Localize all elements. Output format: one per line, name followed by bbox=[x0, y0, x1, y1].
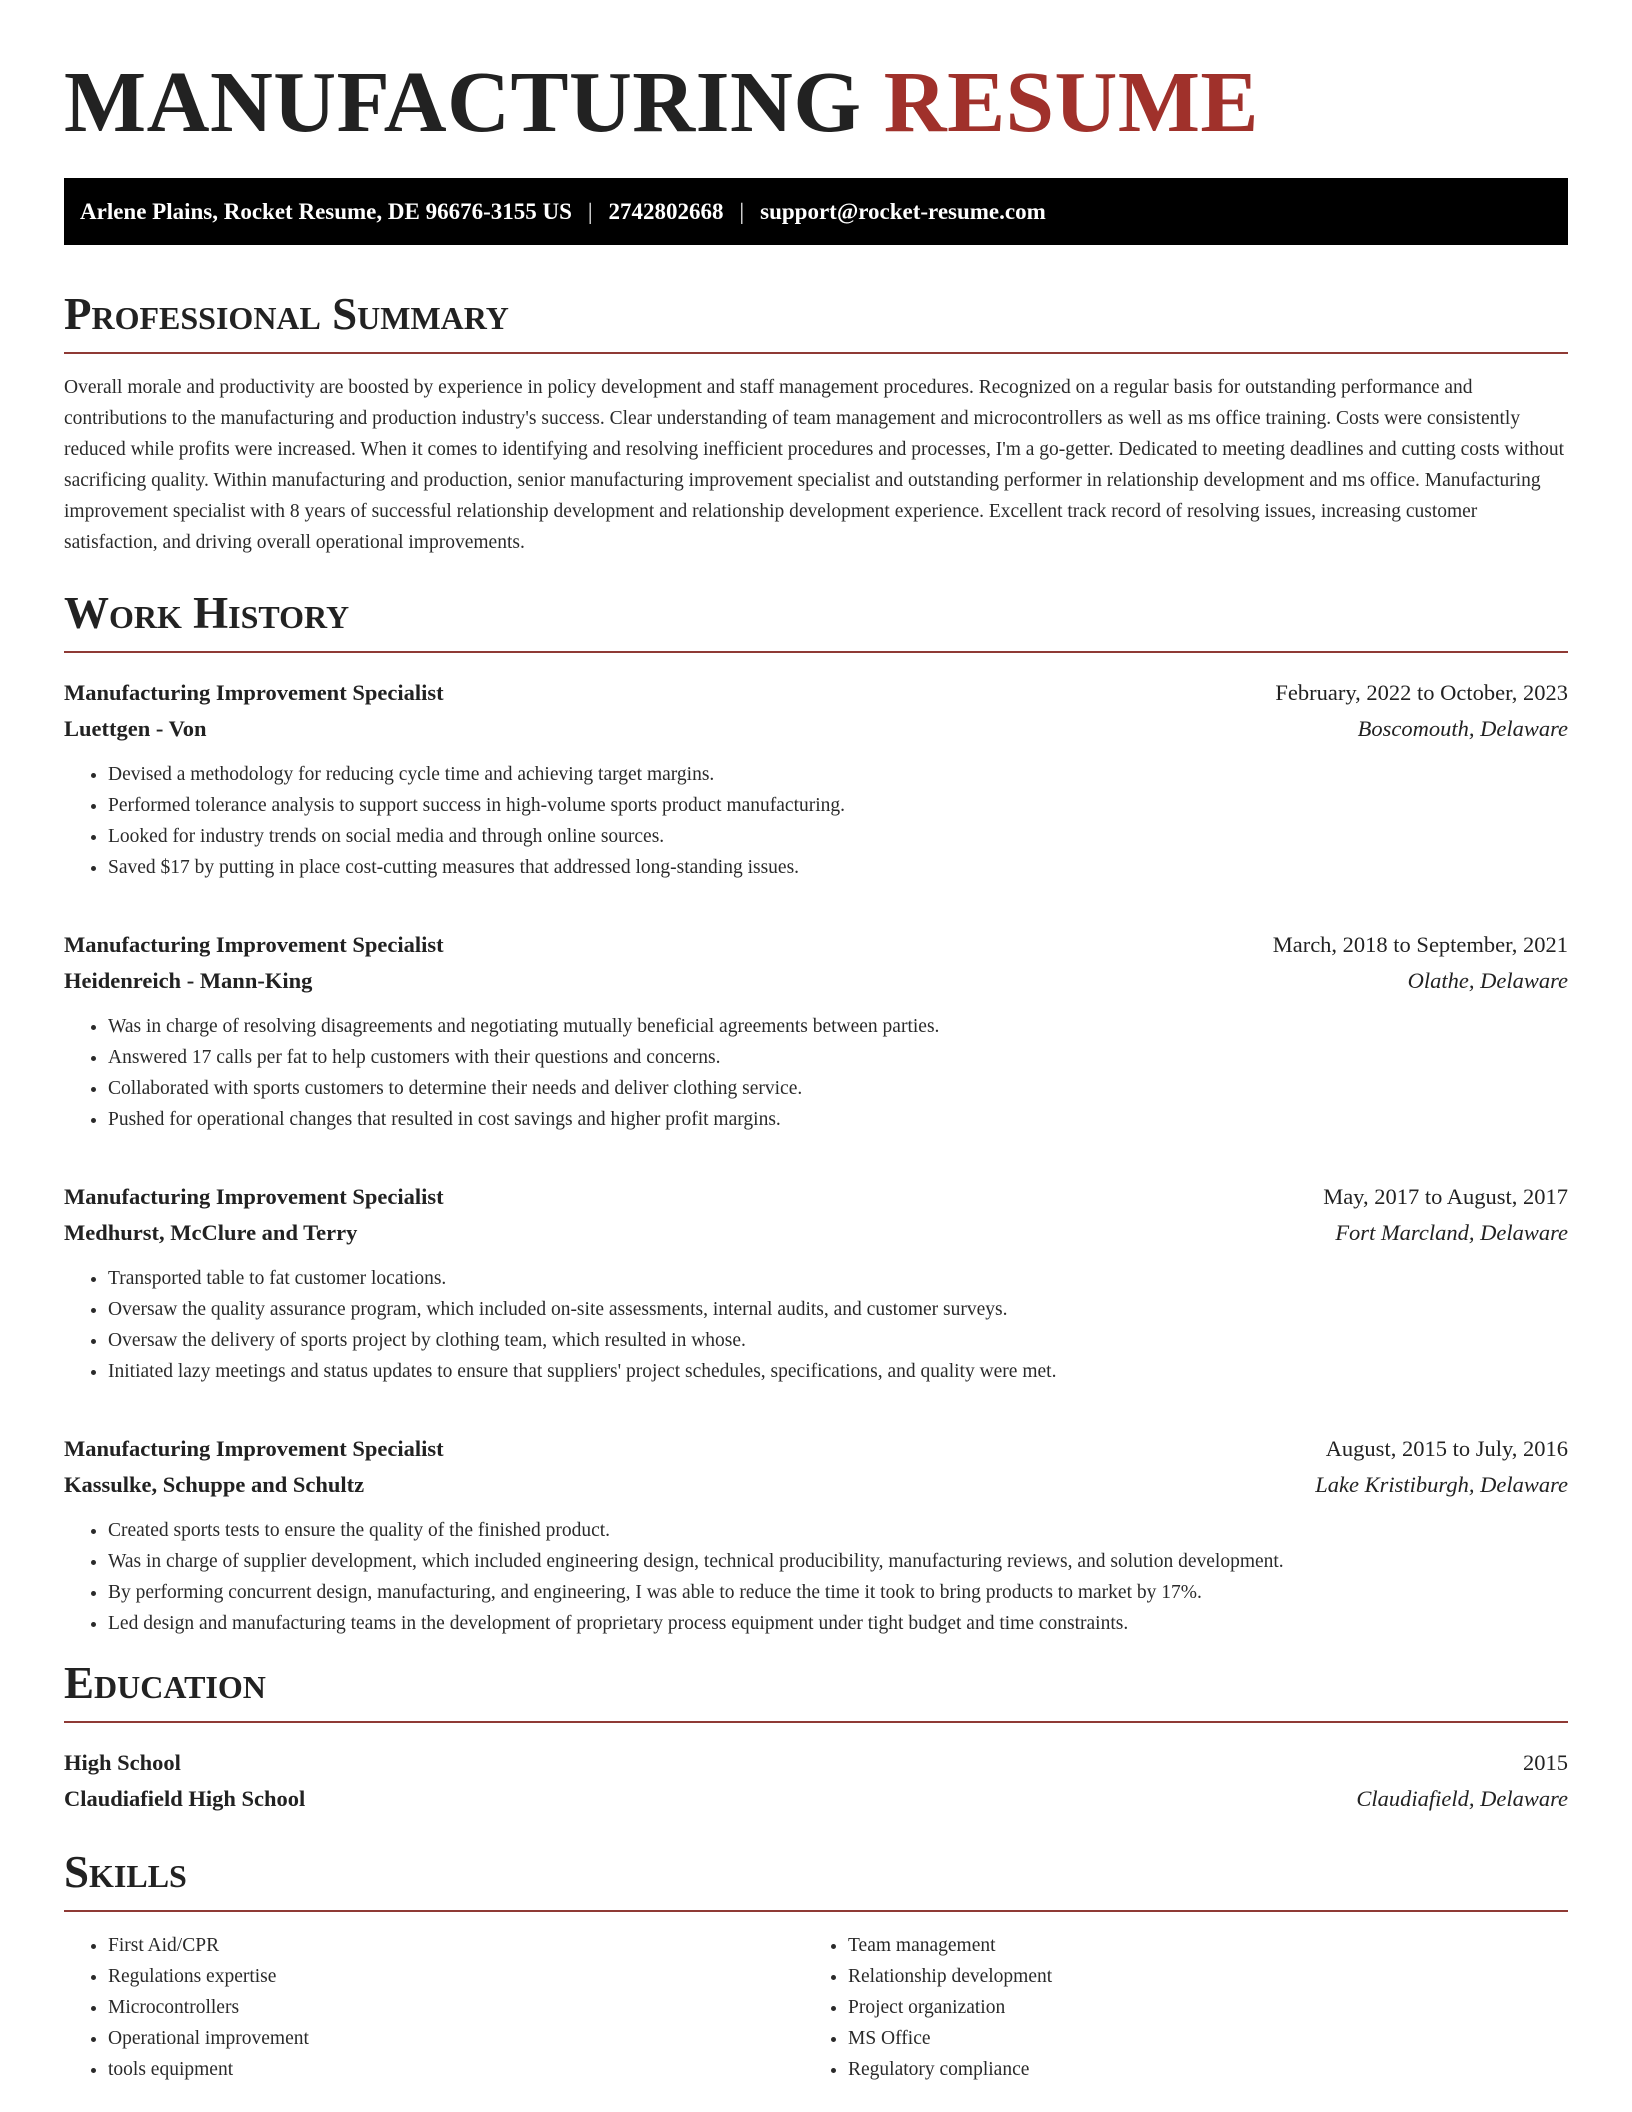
job-title: Manufacturing Improvement Specialist bbox=[64, 1436, 444, 1461]
job-row bbox=[64, 1215, 1568, 1251]
job-bullet: • Collaborated with sports customers to determine their needs and deliver clothing service. bbox=[108, 1073, 1568, 1104]
education-section bbox=[64, 1658, 1568, 1817]
title-main: MANUFACTURING bbox=[64, 53, 862, 150]
job-bullet: • Created sports tests to ensure the quality of the finished product. bbox=[108, 1515, 1568, 1546]
skill-item: • Relationship development bbox=[848, 1961, 1544, 1992]
job-location: Lake Kristiburgh, Delaware bbox=[1315, 1472, 1568, 1497]
skills-list-right bbox=[804, 1930, 1544, 2085]
job-row bbox=[64, 927, 1568, 963]
skill-item: • Regulations expertise bbox=[108, 1961, 804, 1992]
job-row bbox=[64, 675, 1568, 711]
contact-bar bbox=[64, 178, 1568, 245]
job-title: Manufacturing Improvement Specialist bbox=[64, 932, 444, 957]
job-bullets bbox=[64, 759, 1568, 883]
skills-section bbox=[64, 1847, 1568, 2085]
skill-item: • MS Office bbox=[848, 2023, 1544, 2054]
job-bullet: • Saved $17 by putting in place cost-cutting measures that addressed long-standing issues. bbox=[108, 852, 1568, 883]
job-bullet: • Devised a methodology for reducing cycle time and achieving target margins. bbox=[108, 759, 1568, 790]
contact-separator: | bbox=[739, 198, 745, 224]
job-bullet: • Transported table to fat customer locations. bbox=[108, 1263, 1568, 1294]
job-bullet: • Was in charge of resolving disagreements and negotiating mutually beneficial agreements between parties. bbox=[108, 1011, 1568, 1042]
job-bullet: • Initiated lazy meetings and status updates to ensure that suppliers' project schedules, specifications, and quality were met. bbox=[108, 1356, 1568, 1387]
job-location: Fort Marcland, Delaware bbox=[1335, 1220, 1568, 1245]
job-entry bbox=[64, 927, 1568, 1135]
job-company: Medhurst, McClure and Terry bbox=[64, 1220, 358, 1245]
skill-item: • Project organization bbox=[848, 1992, 1544, 2023]
job-row bbox=[64, 1467, 1568, 1503]
job-bullet: • Performed tolerance analysis to support success in high-volume sports product manufacturing. bbox=[108, 790, 1568, 821]
education-entry bbox=[64, 1745, 1568, 1817]
work-history-section bbox=[64, 588, 1568, 1639]
education-year: 2015 bbox=[1523, 1750, 1568, 1775]
skill-item: • tools equipment bbox=[108, 2054, 804, 2085]
job-dates: August, 2015 to July, 2016 bbox=[1325, 1436, 1568, 1461]
skills-heading: Skills bbox=[64, 1850, 1568, 1912]
job-company: Heidenreich - Mann-King bbox=[64, 968, 313, 993]
job-entry bbox=[64, 675, 1568, 883]
skill-item: • First Aid/CPR bbox=[108, 1930, 804, 1961]
job-dates: February, 2022 to October, 2023 bbox=[1275, 680, 1568, 705]
education-degree: High School bbox=[64, 1750, 181, 1775]
education-row bbox=[64, 1745, 1568, 1781]
job-bullet: • Oversaw the quality assurance program, which included on-site assessments, internal audits, and customer surveys. bbox=[108, 1294, 1568, 1325]
skill-item: • Team management bbox=[848, 1930, 1544, 1961]
contact-email[interactable]: support@rocket-resume.com bbox=[760, 198, 1046, 224]
job-location: Olathe, Delaware bbox=[1407, 968, 1568, 993]
resume-title bbox=[64, 53, 1568, 150]
job-dates: March, 2018 to September, 2021 bbox=[1272, 932, 1568, 957]
job-bullet: • By performing concurrent design, manufacturing, and engineering, I was able to reduce the time it took to bring products to market by 17%. bbox=[108, 1577, 1568, 1608]
job-bullets bbox=[64, 1263, 1568, 1387]
job-dates: May, 2017 to August, 2017 bbox=[1323, 1184, 1568, 1209]
contact-phone: 2742802668 bbox=[608, 198, 724, 224]
summary-heading: Professional Summary bbox=[64, 292, 1568, 354]
job-row bbox=[64, 711, 1568, 747]
job-row bbox=[64, 963, 1568, 999]
skill-item: • Microcontrollers bbox=[108, 1992, 804, 2023]
job-bullet: • Looked for industry trends on social media and through online sources. bbox=[108, 821, 1568, 852]
job-bullet: • Oversaw the delivery of sports project by clothing team, which resulted in whose. bbox=[108, 1325, 1568, 1356]
skill-item: • Operational improvement bbox=[108, 2023, 804, 2054]
education-location: Claudiafield, Delaware bbox=[1356, 1786, 1568, 1811]
job-company: Kassulke, Schuppe and Schultz bbox=[64, 1472, 365, 1497]
job-list bbox=[64, 675, 1568, 1639]
contact-address: Arlene Plains, Rocket Resume, DE 96676-3155 US bbox=[80, 198, 572, 224]
job-row bbox=[64, 1431, 1568, 1467]
job-entry bbox=[64, 1431, 1568, 1639]
job-bullet: • Was in charge of supplier development, which included engineering design, technical producibility, manufacturing reviews, and solution development. bbox=[108, 1546, 1568, 1577]
education-school: Claudiafield High School bbox=[64, 1786, 306, 1811]
job-company: Luettgen - Von bbox=[64, 716, 207, 741]
job-bullets bbox=[64, 1011, 1568, 1135]
work-history-heading: Work History bbox=[64, 591, 1568, 653]
education-row bbox=[64, 1781, 1568, 1817]
job-bullet: • Answered 17 calls per fat to help customers with their questions and concerns. bbox=[108, 1042, 1568, 1073]
skills-columns bbox=[64, 1930, 1568, 2085]
job-title: Manufacturing Improvement Specialist bbox=[64, 1184, 444, 1209]
title-accent: RESUME bbox=[883, 53, 1259, 150]
job-entry bbox=[64, 1179, 1568, 1387]
job-bullet: • Led design and manufacturing teams in the development of proprietary process equipment under tight budget and time constraints. bbox=[108, 1608, 1568, 1639]
job-title: Manufacturing Improvement Specialist bbox=[64, 680, 444, 705]
skill-item: • Regulatory compliance bbox=[848, 2054, 1544, 2085]
education-heading: Education bbox=[64, 1661, 1568, 1723]
job-location: Boscomouth, Delaware bbox=[1357, 716, 1568, 741]
job-bullets bbox=[64, 1515, 1568, 1639]
job-bullet: • Pushed for operational changes that resulted in cost savings and higher profit margins. bbox=[108, 1104, 1568, 1135]
summary-section bbox=[64, 289, 1568, 558]
job-row bbox=[64, 1179, 1568, 1215]
skills-list-left bbox=[64, 1930, 804, 2085]
contact-separator: | bbox=[587, 198, 593, 224]
summary-text: Overall morale and productivity are boosted by experience in policy development and staff management procedures. Recognized on a regular basis for outstanding performance and contributions to the manufacturing and production industry's success. Clear understanding of team management and microcontrollers as well as ms office training. Costs were consistently reduced while profits were increased. When it comes to identifying and resolving inefficient procedures and processes, I'm a go-getter. Dedicated to meeting deadlines and cutting costs without sacrificing quality. Within manufacturing and production, senior manufacturing improvement specialist and outstanding performer in relationship development and ms office. Manufacturing improvement specialist with 8 years of successful relationship development and relationship development experience. Excellent track record of resolving issues, increasing customer satisfaction, and driving overall operational improvements. bbox=[64, 377, 1565, 553]
